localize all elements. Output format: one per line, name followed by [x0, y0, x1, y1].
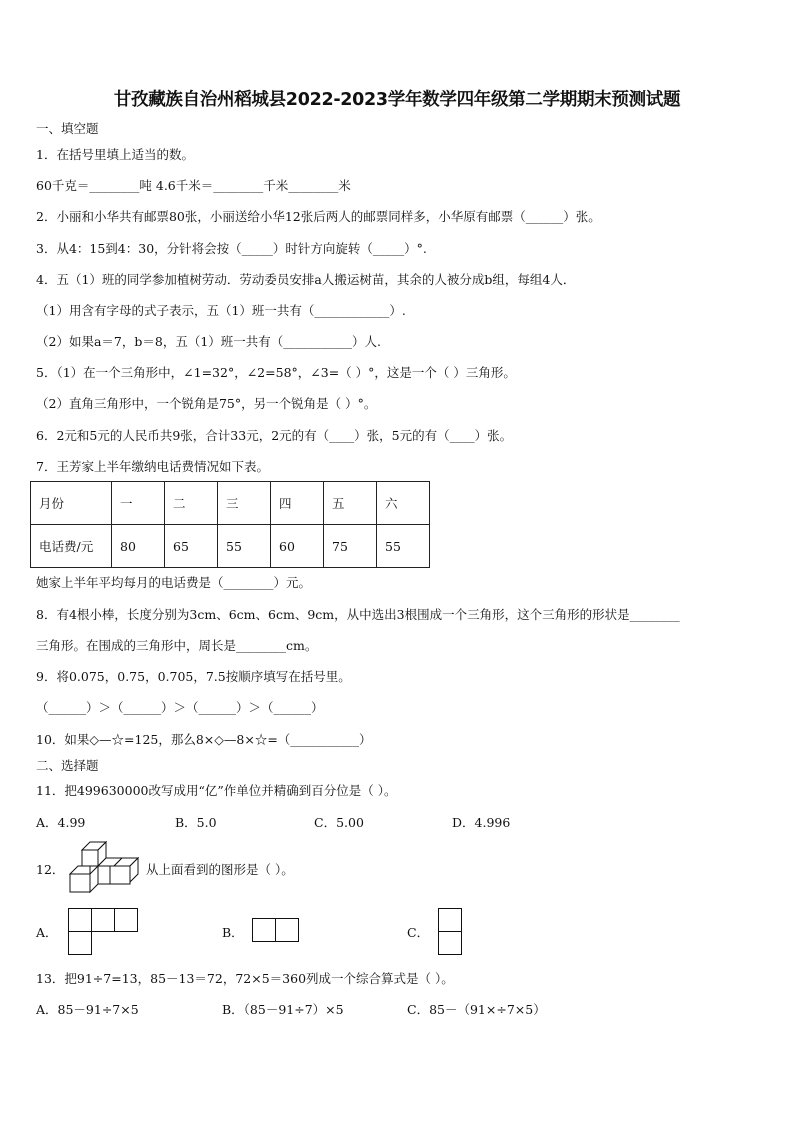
- question-3: 3．从4：15到4：30，分针将会按（_____）时针方向旋转（_____）°.: [36, 241, 427, 256]
- question-6: 6．2元和5元的人民币共9张，合计33元，2元的有（____）张，5元的有（____）张。: [36, 428, 513, 443]
- option-a: A．4.99: [36, 815, 86, 830]
- question-2: 2．小丽和小华共有邮票80张，小丽送给小华12张后两人的邮票同样多，小华原有邮票（______）张。: [36, 209, 601, 224]
- top-view-square: [91, 908, 115, 932]
- table-cell: 65: [165, 525, 218, 568]
- question-5-part-2: （2）直角三角形中，一个锐角是75°，另一个锐角是（ ）°。: [36, 396, 377, 411]
- question-8-line-1: 8．有4根小棒，长度分别为3cm、6cm、6cm、9cm，从中选出3根围成一个三角形，这个三角形的形状是________: [36, 607, 680, 622]
- option-c: C．: [407, 925, 430, 940]
- top-view-square: [114, 908, 138, 932]
- table-header-cell: 月份: [31, 482, 112, 525]
- option-a: A．85－91÷7×5: [36, 1002, 139, 1017]
- table-cell: 55: [377, 525, 430, 568]
- question-9: 9．将0.075，0.75，0.705，7.5按顺序填写在括号里。: [36, 669, 351, 684]
- cube-front-face: [110, 866, 130, 884]
- question-5-part-1: 5．（1）在一个三角形中，∠1=32°，∠2=58°，∠3=（ ）°，这是一个（ ）三角形。: [36, 365, 516, 380]
- question-9-blanks: （______）＞（______）＞（______）＞（______）: [36, 700, 324, 715]
- table-header-cell: 三: [218, 482, 271, 525]
- table-row: [31, 525, 430, 568]
- table-cell: 55: [218, 525, 271, 568]
- question-4-part-1: （1）用含有字母的式子表示，五（1）班一共有（____________）.: [36, 303, 406, 318]
- cube-stack-figure: [68, 838, 148, 896]
- question-7-follow-up: 她家上半年平均每月的电话费是（________）元。: [36, 575, 312, 590]
- table-header-cell: 四: [271, 482, 324, 525]
- top-view-square: [438, 908, 462, 932]
- question-4: 4．五（1）班的同学参加植树劳动．劳动委员安排a人搬运树苗，其余的人被分成b组，每组4人．: [36, 272, 576, 287]
- question-12-number: 12．: [36, 862, 65, 877]
- question-10: 10．如果◇—☆=125，那么8×◇—8×☆=（___________）: [36, 732, 372, 747]
- table-header-cell: 五: [324, 482, 377, 525]
- cube-front-face: [70, 874, 90, 892]
- option-b: B．5.0: [175, 815, 217, 830]
- question-11: 11．把499630000改写成用“亿”作单位并精确到百分位是（ ）。: [36, 783, 397, 798]
- top-view-square: [252, 918, 276, 942]
- question-12: 从上面看到的图形是（ ）。: [146, 862, 294, 877]
- table-row: [31, 482, 430, 525]
- option-b: B．（85－91÷7）×5: [222, 1002, 344, 1017]
- option-d: D．4.996: [452, 815, 511, 830]
- option-b: B．: [222, 925, 244, 940]
- table-cell: 电话费/元: [31, 525, 112, 568]
- cube-front-face: [82, 850, 98, 866]
- phone-fee-table: [30, 481, 430, 568]
- table-header-cell: 一: [112, 482, 165, 525]
- question-4-part-2: （2）如果a＝7，b＝8，五（1）班一共有（___________）人.: [36, 334, 381, 349]
- top-view-square: [275, 918, 299, 942]
- table-cell: 60: [271, 525, 324, 568]
- option-a: A．: [36, 925, 58, 940]
- question-1-blanks: 60千克＝________吨 4.6千米＝________千米________米: [36, 178, 351, 193]
- page-title: 甘孜藏族自治州稻城县2022-2023学年数学四年级第二学期期末预测试题: [113, 90, 681, 110]
- question-8-line-2: 三角形。在围成的三角形中，周长是________cm。: [36, 638, 318, 653]
- top-view-square: [68, 908, 92, 932]
- table-header-cell: 二: [165, 482, 218, 525]
- question-7: 7．王芳家上半年缴纳电话费情况如下表。: [36, 459, 269, 474]
- question-13: 13．把91÷7=13，85－13＝72，72×5＝360列成一个综合算式是（ ）。: [36, 971, 454, 986]
- top-view-square: [438, 931, 462, 955]
- question-1: 1．在括号里填上适当的数。: [36, 147, 194, 162]
- section-heading-multiple-choice: 二、选择题: [36, 758, 99, 773]
- option-c: C．85－（91×÷7×5）: [407, 1002, 546, 1017]
- table-cell: 80: [112, 525, 165, 568]
- table-header-cell: 六: [377, 482, 430, 525]
- table-cell: 75: [324, 525, 377, 568]
- section-heading-fill-in: 一、填空题: [36, 121, 99, 136]
- top-view-square: [68, 931, 92, 955]
- option-c: C．5.00: [314, 815, 364, 830]
